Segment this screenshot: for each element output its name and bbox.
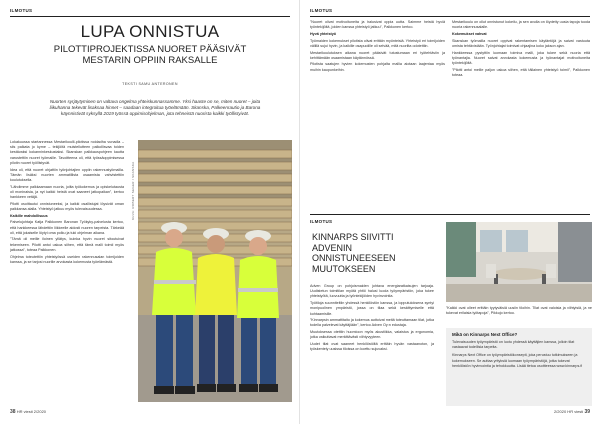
article-column-continued bbox=[310, 20, 445, 208]
paragraph: Idea oli, että nuoret ohjattiin työnjohtajien oppiin rakennustyömailla. Tämän lisäksi nuorten ammatillista osaamista vahvistettiin koulutuksella. bbox=[10, 167, 124, 182]
photo-credit: KUVA: ROBERT SEGER / SKANSKA bbox=[131, 161, 135, 220]
paragraph: Palvelujohtaja Katja Palkkonen Baronan Työkyky-palvelusta kertoo, että hankkeessa lähdettiin liikkeelle aidosti nuoren tarpeista. Tärkeää oli, että jokaiselle löytyi oma polku ja tuki ohjelman aikana. bbox=[10, 220, 124, 235]
fact-box-text: Kinnarps Next Office on työympäristökonsepti, joka perustuu tutkimukseen ja kokemukseen. Se auttaa yrityksiä luomaan työympäristöjä, jotka tukevat henkilöstön hyvinvointia ja tehokkuutta. Lisää tietoa osoitteessa www.kinnarps.fi bbox=[452, 353, 583, 368]
paragraph: Pilotista saatujen hyvien kokemusten pohjalta mallia aiotaan laajentaa myös muihin kaupunkeihin. bbox=[310, 62, 445, 72]
paragraph: Mestarikoulutuksen aikana nuoret pääsivät tutustumaan eri työtehtäviin ja kehittämään osaamistaan käytännössä. bbox=[310, 50, 445, 60]
subheadline: PILOTTIPROJEKTISSA NUORET PÄÄSIVÄT MESTARIN OPPIIN RAKSALLE bbox=[53, 44, 247, 66]
fact-box bbox=[446, 328, 592, 406]
photo-caption bbox=[446, 306, 592, 326]
kinnarps-article-column bbox=[310, 284, 434, 408]
section-tag: ILMOTUS bbox=[310, 219, 333, 224]
paragraph: "Nuoret olivat motivoituneita ja halusivat oppia uutta. Saimme heistä hyviä työntekijöitä, joiden kanssa yhteistyö jatkuu", Palkkonen kertoo. bbox=[310, 20, 445, 30]
paragraph: "Lähdimme palkkaamaan nuoria, joilta työkokemus ja opiskelutausta oli moninaisia, ja nyt kaikki heistä ovat saaneet jatkopaikan", kertoo hankkeen vetäjä. bbox=[10, 184, 124, 200]
paragraph: Adven Group on pohjoismaiden johtava energiaratkaisujen tarjoaja. Uudistetun toimitilan myötä yhtiö halusi luoda työympäristön, joka tukee yhteistyötä, luovuutta ja työntekijöiden hyvinvointia. bbox=[310, 284, 434, 299]
headline: LUPA ONNISTUA bbox=[80, 22, 220, 41]
paragraph: Pilotti osoittautui onnistuneeksi, ja kaikki osallistujat löysivät oman paikkansa alalla. Yhteistyö jatkuu myös tulevaisuudessa. bbox=[10, 201, 124, 211]
header-rule bbox=[10, 16, 290, 17]
header-rule bbox=[310, 16, 590, 17]
fact-box-text: Tulevaisuuden työympäristö on luotu yhdessä käyttäjien kanssa, jolloin tilat vastaavat todellisia tarpeita. bbox=[452, 340, 575, 350]
footer bbox=[554, 409, 590, 415]
section-rule bbox=[310, 214, 590, 215]
footer bbox=[10, 409, 46, 415]
page-number: 39 bbox=[584, 409, 590, 415]
paragraph: Mestarikoulu on ollut onnistunut kokeilu, ja sen avulla on löydetty uusia tapoja tuoda nuoria rakennusalalle. bbox=[452, 20, 590, 30]
lead-paragraph: Nuorten syrjäytyminen on valtava ongelma yhteiskunnassamme. Yksi haaste on se, miten nuoret – joita liikuhanna tekevät lisaksaa hinnet – saadaan integroitua työelämään. Skanska, Palkeenrautio ja Barona käynnistivät syksyllä 2019 työssä oppimisohjelman, jota tehneistä nuorista kaikki työllistyivät. bbox=[49, 99, 261, 117]
section-tag: ILMOTUS bbox=[310, 8, 333, 13]
article-column bbox=[10, 140, 124, 402]
paragraph: Lokakuussa startannessa Mestarikoulli-pilotissa noidadha vunadla – siis palkata jo kyme – tekijöitä muistellutteen palkollisvaa toiden kestävaksi kokanninkeskustaksi. Skanskan palkkauspohjeen kautta varustettiin nuoret työmaille. Tavoitteena oli, että työssäoppimisessa pilotin nuoret työllistyvät. bbox=[10, 140, 124, 165]
paragraph: Uudet tilat ovat saaneet henkilöstöltä erittäin hyvän vastaanoton, ja työskentely uusissa tiloissa on koettu sujuvaksi. bbox=[310, 342, 434, 352]
kinnarps-headline: KINNARPS SIIVITTI ADVENIN ONNISTUNEESEEN MUUTOKSEEN bbox=[312, 232, 396, 274]
article-column-continued bbox=[452, 20, 590, 208]
workers-photo bbox=[138, 140, 292, 402]
paragraph: Hankkeessa pystyttiin luomaan toimiva malli, joka tukee sekä nuoria että työnantajia. Nuoret saivat arvokasta kokemusta ja työnantajat motivoituneita työntekijöitä. bbox=[452, 50, 590, 65]
footer-magazine: HR viesti 2/2020 bbox=[16, 409, 47, 414]
paragraph: "Kinnarpsin ammattitaito ja kokemus auttoivat meitä toteuttamaan tilat, jotka todella palvelevat käyttäjiään", kertoo Adven Oy:n edustaja. bbox=[310, 318, 434, 328]
paragraph: Työtiloja suunniteltiin yhdessä henkilöstön kanssa, ja lopputuloksena syntyi monipuolinen ympäristö, jossa on tilaa sekä keskittymiselle että kohtaamisille. bbox=[310, 301, 434, 316]
paragraph: Työmaiden kokemukset pilotista olivat erittäin myönteisiä. Yhteistyö eri toimijoiden välillä sujui hyvin, ja kaikille osapuolille oli selvää, mitä nuorilta odotettiin. bbox=[310, 38, 445, 48]
office-photo bbox=[446, 222, 592, 302]
subheading: Kokemukset vahvat bbox=[452, 31, 487, 36]
caption-text: "Kaikki ovat olleet erittäin tyytyväisiä uusiin tiloihin. Tilat ovat valoisia ja viihtyisiä, ja ne tukevat erilaisia työtapoja", Pikkujo kertoo. bbox=[446, 306, 592, 316]
section-tag: ILMOTUS bbox=[10, 8, 33, 13]
right-page bbox=[300, 0, 600, 424]
paragraph: Skanskan työmailla nuoret oppivat rakentamisen käytäntöjä ja saivat vastuuta omista tehtävistään. Työnjohtajat toimivat ohjaajina koko jakson ajan. bbox=[452, 38, 590, 48]
subheading: Kaikille mahdollisuus bbox=[10, 213, 48, 218]
paragraph: "Tämä oli meille iloinen yllätys, kuinka hyvin nuoret sitoutuivat tekemiseen. Pilotti antoi uskoa siihen, että tämä malli toimii myös jatkossa", toteaa Palkkonen. bbox=[10, 237, 124, 252]
byline: TEKSTI SAMU ANTERONEN bbox=[122, 82, 178, 86]
subheading: Hyvä yhteistyö bbox=[310, 31, 337, 36]
fact-box-title: Mikä on Kinnarps Next Office? bbox=[452, 332, 518, 337]
paragraph: Ohjelma toteutettiin yhteistyössä useiden rakennusalan toimijoiden kanssa, ja se tarjosi nuorille arvokasta kokemusta työelämästä. bbox=[10, 254, 124, 264]
footer-magazine: 2/2020 HR viesti bbox=[553, 409, 584, 414]
paragraph: "Pilotti antoi meille paljon uskoa siihen, että tällainen yhteistyö toimii", Palkkonen toteaa. bbox=[452, 67, 590, 77]
paragraph: Muutoksessa otettiin huomioon myös akustiikka, valaistus ja ergonomia, jotka vaikuttavat merkittävästi viihtyvyyteen. bbox=[310, 330, 434, 340]
page-number: 38 bbox=[10, 409, 16, 415]
